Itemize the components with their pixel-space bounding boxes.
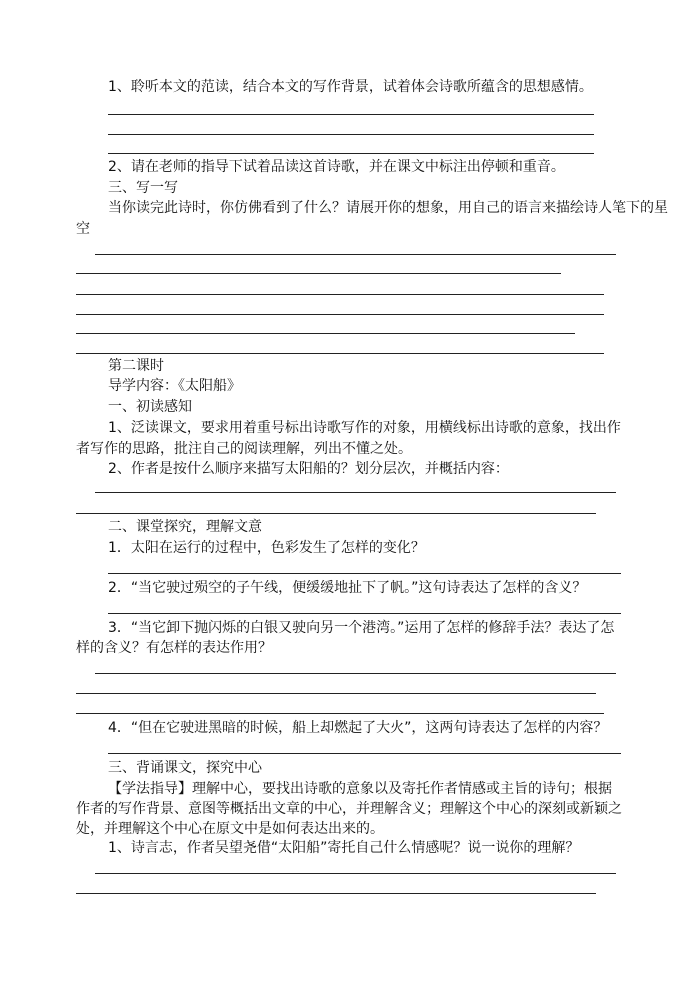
question-2: 2、请在老师的指导下试着品读这首诗歌，并在课文中标注出停顿和重音。 — [108, 159, 565, 175]
answer-line[interactable] — [108, 153, 594, 154]
writing-prompt-line2: 空 — [76, 221, 90, 237]
lesson-content: 导学内容：《太阳船》 — [108, 378, 241, 394]
explore-question-1: 1．太阳在运行的过程中，色彩发生了怎样的变化？ — [108, 540, 425, 556]
study-guide — [76, 779, 622, 839]
answer-line[interactable] — [95, 254, 616, 255]
recite-question-1: 1、诗言志，作者吴望尧借“太阳船”寄托自己什么情感呢？说一说你的理解？ — [108, 840, 580, 856]
answer-line[interactable] — [76, 513, 596, 514]
answer-line[interactable] — [76, 713, 604, 714]
section-heading-recite: 三、背诵课文，探究中心 — [108, 760, 262, 776]
explore-question-4: 4．“但在它驶进黑暗的时候，船上却燃起了大火”，这两句诗表达了怎样的内容？ — [108, 720, 608, 736]
reading-question-1: 1、泛读课文，要求用着重号标出诗歌写作的对象，用横线标出诗歌的意象，找出作者写作的思路，批注自己的阅读理解，列出不懂之处。 — [76, 420, 621, 457]
section-heading-write: 三、写一写 — [108, 180, 178, 196]
answer-line[interactable] — [76, 693, 596, 694]
question-1: 1、聆听本文的范读，结合本文的写作背景，试着体会诗歌所蕴含的思想感情。 — [108, 79, 593, 95]
answer-line[interactable] — [95, 673, 616, 674]
answer-line[interactable] — [108, 613, 621, 614]
answer-line[interactable] — [108, 114, 594, 115]
answer-line[interactable] — [76, 294, 604, 295]
explore-question-2: 2．“当它驶过殒空的子午线，便缓缓地扯下了帆。”这句诗表达了怎样的含义？ — [108, 580, 587, 596]
section-heading-first-reading: 一、初读感知 — [108, 399, 192, 415]
lesson-title: 第二课时 — [108, 358, 164, 374]
answer-line[interactable] — [108, 134, 594, 135]
answer-line[interactable] — [76, 893, 596, 894]
section-heading-explore: 二、课堂探究，理解文意 — [108, 519, 262, 535]
writing-prompt-line1: 当你读完此诗时，你仿佛看到了什么？请展开你的想象，用自己的语言来描绘诗人笔下的星 — [108, 200, 668, 216]
answer-line[interactable] — [95, 873, 616, 874]
study-guide-label: 【学法指导】 — [108, 781, 192, 797]
answer-line[interactable] — [76, 314, 604, 315]
answer-line[interactable] — [108, 753, 621, 754]
reading-question-2: 2、作者是按什么顺序来描写太阳船的？划分层次，并概括内容： — [108, 461, 509, 477]
explore-question-3: 3．“当它卸下抛闪烁的白银又驶向另一个港湾。”运用了怎样的修辞手法？表达了怎样的含义？有怎样的表达作用？ — [76, 620, 615, 656]
answer-line[interactable] — [76, 353, 604, 354]
answer-line[interactable] — [108, 573, 621, 574]
answer-line[interactable] — [76, 273, 561, 274]
answer-line[interactable] — [95, 492, 616, 493]
study-guide-text: 理解中心，要找出诗歌的意象以及寄托作者情感或主旨的诗句；根据作者的写作背景、意图等概括出文章的中心，并理解含义；理解这个中心的深刻或新颖之处，并理解这个中心在原文中是如何表达出来的。 — [76, 781, 622, 837]
answer-line[interactable] — [76, 333, 575, 334]
